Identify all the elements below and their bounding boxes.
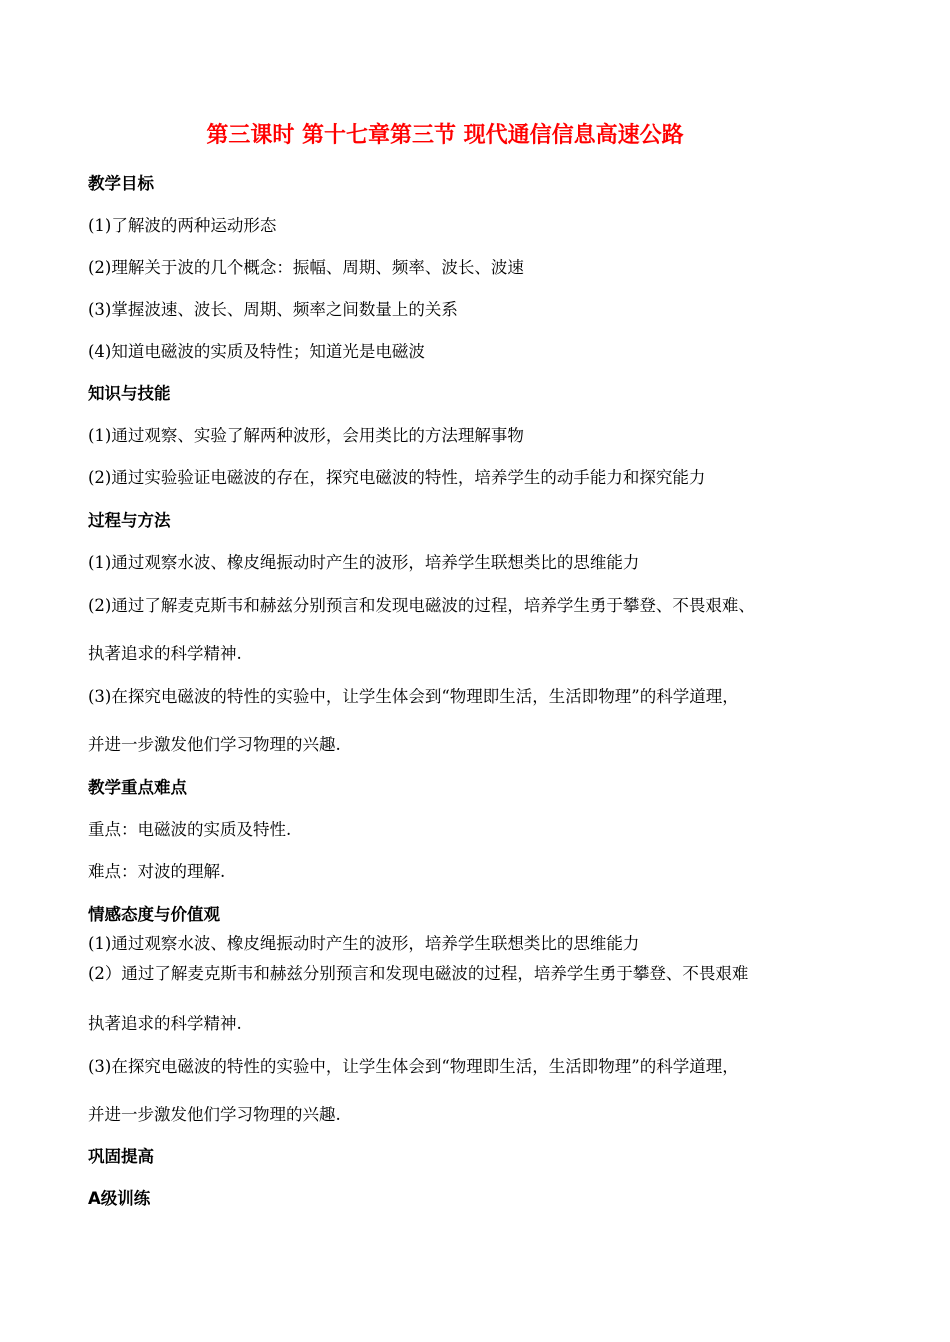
paragraph: (1)通过观察水波、橡皮绳振动时产生的波形，培养学生联想类比的思维能力: [88, 934, 640, 953]
paragraph: (4)知道电磁波的实质及特性；知道光是电磁波: [88, 342, 425, 361]
paragraph: 执著追求的科学精神.: [88, 1014, 242, 1033]
paragraph: (2)通过了解麦克斯韦和赫兹分别预言和发现电磁波的过程，培养学生勇于攀登、不畏艰难、: [88, 596, 755, 615]
paragraph: (1)通过观察、实验了解两种波形，会用类比的方法理解事物: [88, 426, 524, 445]
paragraph: (2)理解关于波的几个概念：振幅、周期、频率、波长、波速: [88, 258, 524, 277]
paragraph: 执著追求的科学精神.: [88, 644, 242, 663]
section-heading-process: 过程与方法: [88, 511, 171, 530]
paragraph: (1)通过观察水波、橡皮绳振动时产生的波形，培养学生联想类比的思维能力: [88, 553, 640, 572]
paragraph: (3)在探究电磁波的特性的实验中，让学生体会到“物理即生活，生活即物理”的科学道理，: [88, 687, 739, 706]
paragraph: 并进一步激发他们学习物理的兴趣.: [88, 1105, 341, 1124]
section-heading-key-points: 教学重点难点: [88, 778, 187, 797]
section-heading-knowledge: 知识与技能: [88, 384, 171, 403]
paragraph: 并进一步激发他们学习物理的兴趣.: [88, 735, 341, 754]
paragraph: (1)了解波的两种运动形态: [88, 216, 277, 235]
section-heading-level-a: A级训练: [88, 1189, 151, 1208]
section-heading-objectives: 教学目标: [88, 174, 154, 193]
document-title: 第三课时 第十七章第三节 现代通信信息高速公路: [206, 123, 684, 148]
paragraph: (2）通过了解麦克斯韦和赫兹分别预言和发现电磁波的过程，培养学生勇于攀登、不畏艰难: [88, 964, 749, 983]
section-heading-attitude: 情感态度与价值观: [88, 905, 220, 924]
paragraph: (2)通过实验验证电磁波的存在，探究电磁波的特性，培养学生的动手能力和探究能力: [88, 468, 706, 487]
section-heading-consolidate: 巩固提高: [88, 1147, 154, 1166]
paragraph: (3)在探究电磁波的特性的实验中，让学生体会到“物理即生活，生活即物理”的科学道理，: [88, 1057, 739, 1076]
paragraph: 重点：电磁波的实质及特性.: [88, 820, 292, 839]
paragraph: 难点：对波的理解.: [88, 862, 226, 881]
paragraph: (3)掌握波速、波长、周期、频率之间数量上的关系: [88, 300, 458, 319]
